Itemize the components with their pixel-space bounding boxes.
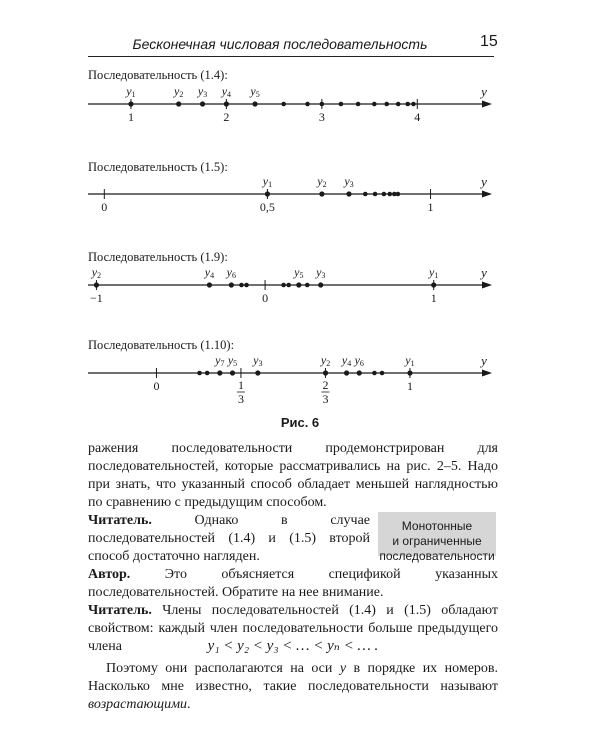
axis-arrow-1 [482, 101, 492, 108]
term-point-4-4 [344, 370, 349, 375]
sequence-point-1-4 [356, 102, 361, 107]
conclusion-text-b: в порядке их номеров. Насколько мне известно, такие последовательности называют [88, 661, 499, 694]
term-label-4-0: y7 [215, 353, 225, 368]
tick-label-1-3: 4 [414, 110, 421, 124]
term-label-3-1: y4 [204, 265, 215, 280]
axis-variable: y [339, 661, 347, 676]
tick-label-1-1: 2 [223, 110, 230, 124]
tick-label-3-2: 1 [430, 291, 437, 305]
term-point-4-5 [357, 370, 362, 375]
sequence-point-3-3 [281, 283, 286, 288]
term-point-4-1 [230, 370, 235, 375]
sequence-point-3-0 [239, 283, 244, 288]
tick-label-4-3: 1 [406, 379, 413, 393]
term-point-4-3 [323, 370, 328, 375]
term-point-3-3 [296, 282, 301, 287]
term-point-1-4 [252, 101, 257, 106]
axis-arrow-2 [482, 191, 492, 198]
running-header-title: Бесконечная числовая последовательность [132, 36, 428, 52]
paragraph-continuation: ражения последовательности продемонстрирован для последовательностей, которые рассматривались на рис. 2–5. Надо при знать, что указанный способ обладает меньшей наглядностью по сравнению с предыдущим способом. [88, 441, 498, 510]
sequence-point-2-3 [387, 192, 392, 197]
term-label-3-3: y5 [294, 265, 304, 280]
sequence-point-2-1 [373, 192, 378, 197]
axis-label-3: y [481, 265, 487, 280]
term-point-1-0 [128, 101, 133, 106]
figure-caption-3: Последовательность (1.9): [88, 250, 228, 264]
term-label-4-3: y2 [320, 353, 331, 368]
author-remark: Это объясняется спецификой указанных последовательностей. Обратите на нее внимание. [88, 567, 499, 600]
term-label-1-0: y1 [126, 84, 136, 99]
term-point-1-3 [224, 101, 229, 106]
tick-numerator-4-1: 1 [237, 378, 244, 392]
inequality-formula: y₁ < y₂ < y₃ < … < yₙ < … . [207, 638, 379, 654]
sequence-point-1-2 [320, 102, 325, 107]
conclusion-end: . [187, 697, 191, 712]
sequence-point-2-2 [382, 192, 387, 197]
term-point-3-0 [94, 282, 99, 287]
term-label-4-6: y1 [405, 353, 415, 368]
margin-note-line-3: последовательности [379, 549, 495, 563]
tick-denominator-4-2: 3 [322, 392, 329, 406]
term-point-2-2 [346, 191, 351, 196]
speaker-author: Автор. [88, 567, 131, 582]
margin-note-line-1: Монотонные [401, 519, 473, 533]
term-point-4-0 [217, 370, 222, 375]
sequence-point-1-0 [281, 102, 286, 107]
tick-denominator-4-1: 3 [237, 392, 244, 406]
sequence-point-1-5 [372, 102, 377, 107]
paragraph-reader-1 [88, 512, 370, 566]
term-label-4-2: y3 [253, 353, 263, 368]
sequence-point-1-8 [405, 102, 410, 107]
sequence-point-1-1 [305, 102, 310, 107]
sequence-point-1-7 [396, 102, 401, 107]
term-point-2-1 [319, 191, 324, 196]
tick-label-2-1: 0,5 [259, 200, 275, 214]
paragraph-conclusion [88, 660, 498, 714]
term-label-2-0: y1 [262, 174, 273, 189]
sequence-point-1-6 [384, 102, 389, 107]
page-number: 15 [480, 33, 498, 50]
conclusion-text-a: Поэтому они располагаются на оси [106, 661, 333, 676]
speaker-reader: Читатель. [88, 513, 152, 528]
term-label-4-4: y4 [341, 353, 352, 368]
term-label-2-2: y3 [344, 174, 354, 189]
term-label-3-2: y6 [226, 265, 237, 280]
figure-caption-2: Последовательность (1.5): [88, 160, 228, 174]
tick-label-3-0: −1 [90, 291, 103, 305]
sequence-point-2-0 [363, 192, 368, 197]
term-point-2-0 [265, 191, 270, 196]
term-label-4-1: y5 [227, 353, 238, 368]
term-point-3-4 [318, 282, 323, 287]
term-point-1-1 [176, 101, 181, 106]
term-label-3-4: y3 [316, 265, 326, 280]
term-label-3-0: y2 [91, 265, 102, 280]
term-label-2-1: y2 [317, 174, 327, 189]
tick-label-2-0: 0 [101, 200, 108, 214]
term-label-1-1: y2 [174, 84, 184, 99]
sequence-point-1-9 [411, 102, 416, 107]
term-label-1-4: y5 [250, 84, 260, 99]
sequence-point-3-1 [244, 283, 249, 288]
speaker-reader-2: Читатель. [88, 603, 152, 618]
paragraph-author [88, 566, 498, 602]
axis-label-4: y [481, 353, 487, 368]
axis-arrow-3 [482, 282, 492, 289]
term-point-3-1 [207, 282, 212, 287]
term-label-1-3: y4 [221, 84, 232, 99]
sequence-point-4-0 [197, 371, 202, 376]
reader-remark-2: Члены последовательностей (1.4) и (1.5) обладают свойством: каждый член последовательности больше предыдущего члена [88, 603, 498, 654]
sequence-point-4-3 [380, 371, 385, 376]
term-label-3-5: y1 [429, 265, 439, 280]
axis-label-1: y [481, 84, 487, 99]
sequence-point-4-2 [372, 371, 377, 376]
tick-label-1-0: 1 [127, 110, 134, 124]
sequence-point-1-3 [339, 102, 344, 107]
term-label-4-5: y6 [354, 353, 364, 368]
tick-label-3-1: 0 [262, 291, 269, 305]
term-label-1-2: y3 [197, 84, 208, 99]
term-point-3-2 [229, 282, 234, 287]
axis-arrow-4 [482, 370, 492, 377]
sequence-point-2-5 [396, 192, 401, 197]
tick-label-4-0: 0 [153, 379, 160, 393]
figure-caption-4: Последовательность (1.10): [88, 338, 235, 352]
term-point-4-2 [255, 370, 260, 375]
figure-title: Рис. 6 [280, 415, 320, 430]
sequence-point-4-1 [205, 371, 210, 376]
axis-label-2: y [481, 174, 487, 189]
reader-remark: Однако в случае последовательностей (1.4) и (1.5) второй способ достаточно нагляден. [88, 513, 371, 564]
sequence-point-3-4 [305, 283, 310, 288]
emphasized-term: возрастающими [88, 697, 188, 712]
term-point-3-5 [431, 282, 436, 287]
tick-label-1-2: 3 [318, 110, 325, 124]
tick-label-2-2: 1 [427, 200, 434, 214]
term-point-4-6 [407, 370, 412, 375]
sequence-point-3-2 [286, 283, 291, 288]
term-point-1-2 [200, 101, 205, 106]
tick-numerator-4-2: 2 [322, 378, 329, 392]
margin-note-box [378, 512, 496, 563]
figure-caption-1: Последовательность (1.4): [88, 68, 228, 82]
margin-note-line-2: и ограниченные [392, 534, 482, 548]
